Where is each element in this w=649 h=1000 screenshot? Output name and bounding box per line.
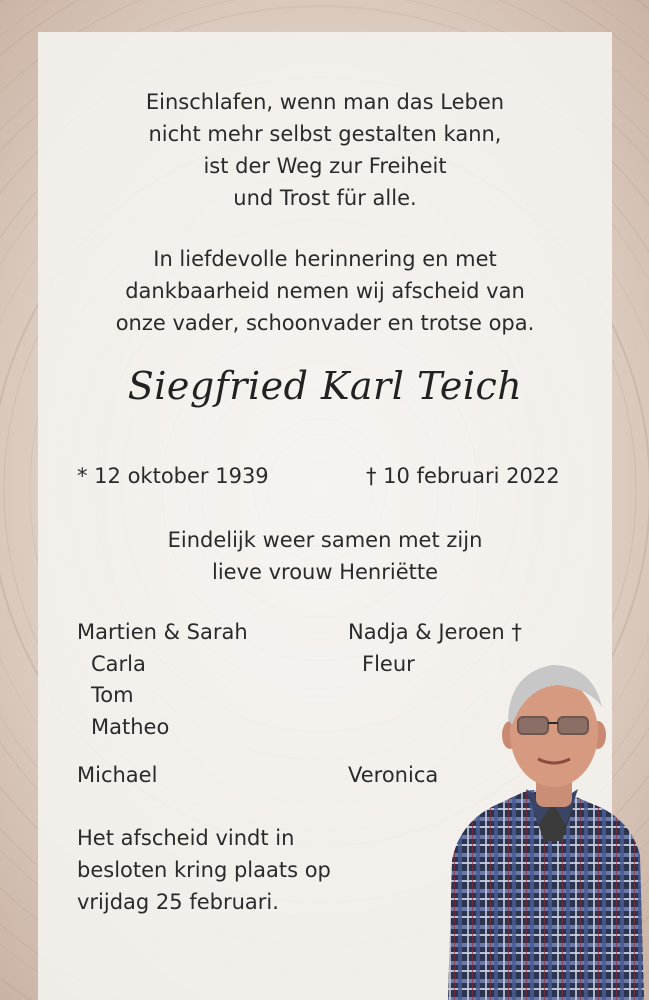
family-left-child: Carla	[91, 651, 146, 676]
family-member-veronica: Veronica	[348, 763, 439, 787]
farewell-notice: Het afscheid vindt in besloten kring plaats op vrijdag 25 februari.	[77, 826, 331, 914]
death-date: † 10 februari 2022	[366, 464, 560, 488]
family-member-michael: Michael	[77, 763, 158, 787]
family-left-couple: Martien & Sarah	[77, 620, 248, 644]
family-right-couple: Nadja & Jeroen †	[348, 620, 522, 644]
reunion-text: Eindelijk weer samen met zijn lieve vrouw Henriëtte	[167, 528, 483, 584]
family-left	[77, 617, 248, 743]
family-right-child: Fleur	[362, 651, 415, 676]
poem: Einschlafen, wenn man das Leben nicht mehr selbst gestalten kann, ist der Weg zur Freiheit und Trost für alle.	[145, 90, 505, 210]
portrait-photo	[440, 655, 644, 1000]
birth-date: * 12 oktober 1939	[77, 464, 269, 488]
intro-text: In liefdevolle herinnering en met dankbaarheid nemen wij afscheid van onze vader, schoonvader en trotse opa.	[115, 247, 535, 335]
family-left-child: Matheo	[91, 714, 170, 739]
family-left-child: Tom	[91, 683, 134, 707]
deceased-name: Siegfried Karl Teich	[127, 364, 523, 408]
